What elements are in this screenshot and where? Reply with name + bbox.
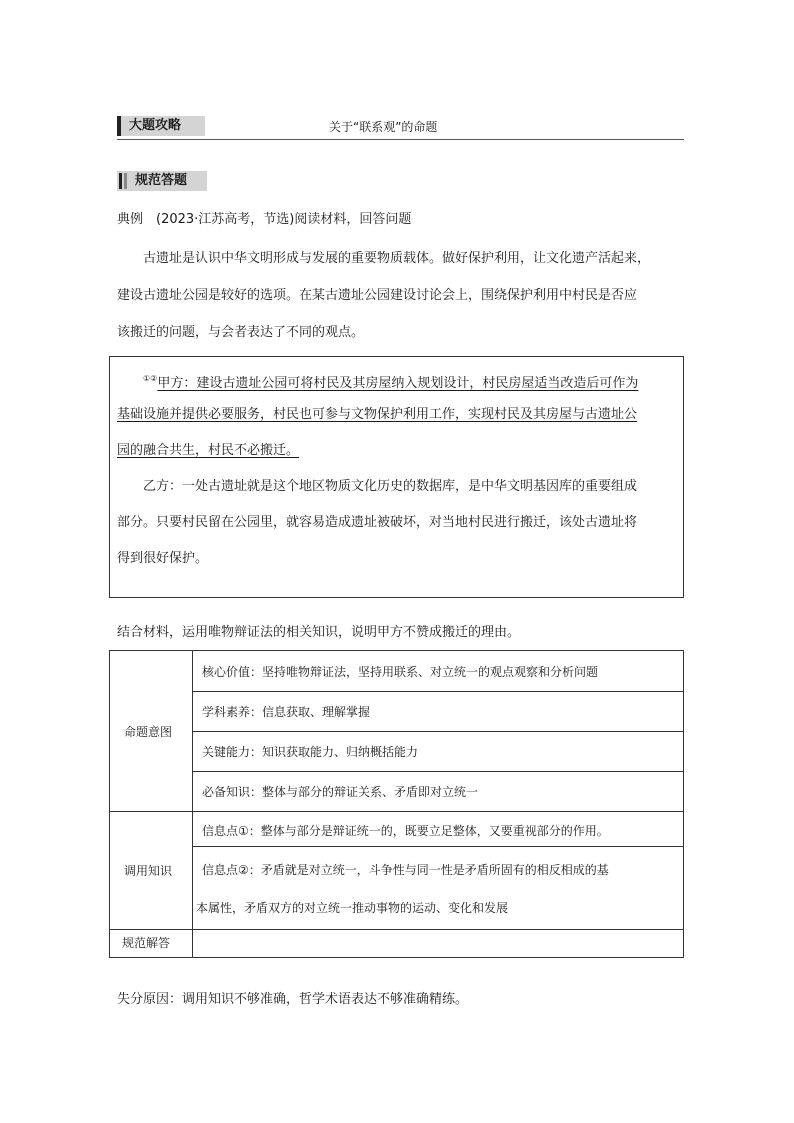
passage-line: 古遗址是认识中华文明形成与发展的重要物质载体。做好保护利用，让文化遗产活起来， [143,251,651,266]
section-tag-label: 规范答题 [135,173,188,188]
knowledge-row: 本属性，矛盾双方的对立统一推动事物的运动、变化和发展 [196,901,509,915]
knowledge-row: 信息点①：整体与部分是辩证统一的，既要立足整体，又要重视部分的作用。 [202,824,609,838]
header-title: 关于“联系观”的命题 [329,120,438,134]
intent-row: 关键能力：知识获取能力、归纳概括能力 [202,745,419,759]
material-jia-text: 园的融合共生，村民不必搬迁。 [117,443,300,458]
passage-line: 该搬迁的问题，与会者表达了不同的观点。 [117,325,365,340]
intent-label: 命题意图 [124,725,173,739]
passage [117,240,685,351]
section-bars-icon [119,173,131,189]
intent-row: 必备知识：整体与部分的辩证关系、矛盾即对立统一 [202,785,479,799]
material-box [109,356,684,598]
knowledge-row: 信息点②：矛盾就是对立统一，斗争性与同一性是矛盾所固有的相反相成的基 [202,863,609,877]
page-header [117,115,684,140]
section-tag [117,171,207,191]
material-jia-text: 甲方：建设古遗址公园可将村民及其房屋纳入规划设计，村民房屋适当改造后可作为 [157,376,639,391]
material-yi-text: 部分。只要村民留在公园里，就容易造成遗址被破坏，对当地村民进行搬迁，该处古遗址将 [117,515,638,530]
material-yi-text: 乙方：一处古遗址就是这个地区物质文化历史的数据库，是中华文明基因库的重要组成 [143,479,638,494]
header-tag: 大题攻略 [117,116,205,136]
material-jia-line [117,361,677,397]
answer-label: 规范解答 [122,936,171,950]
analysis-table [109,650,684,958]
loss-reason: 失分原因：调用知识不够准确，哲学术语表达不够准确精练。 [117,992,469,1007]
material-yi-text: 得到很好保护。 [117,551,209,566]
material-marks: ①② [143,374,158,383]
intent-row: 核心价值：坚持唯物辩证法，坚持用联系、对立统一的观点观察和分析问题 [202,665,599,679]
material-jia-text: 基础设施并提供必要服务，村民也可参与文物保护利用工作，实现村民及其房屋与古遗址公 [117,407,638,422]
intent-row: 学科素养：信息获取、理解掌握 [202,705,371,719]
question: 结合材料，运用唯物辩证法的相关知识，说明甲方不赞成搬迁的理由。 [117,625,521,640]
example-intro: 典例 (2023·江苏高考，节选)阅读材料，回答问题 [117,212,412,227]
knowledge-label: 调用知识 [124,864,173,878]
passage-line: 建设古遗址公园是较好的选项。在某古遗址公园建设讨论会上，围绕保护利用中村民是否应 [117,288,638,303]
